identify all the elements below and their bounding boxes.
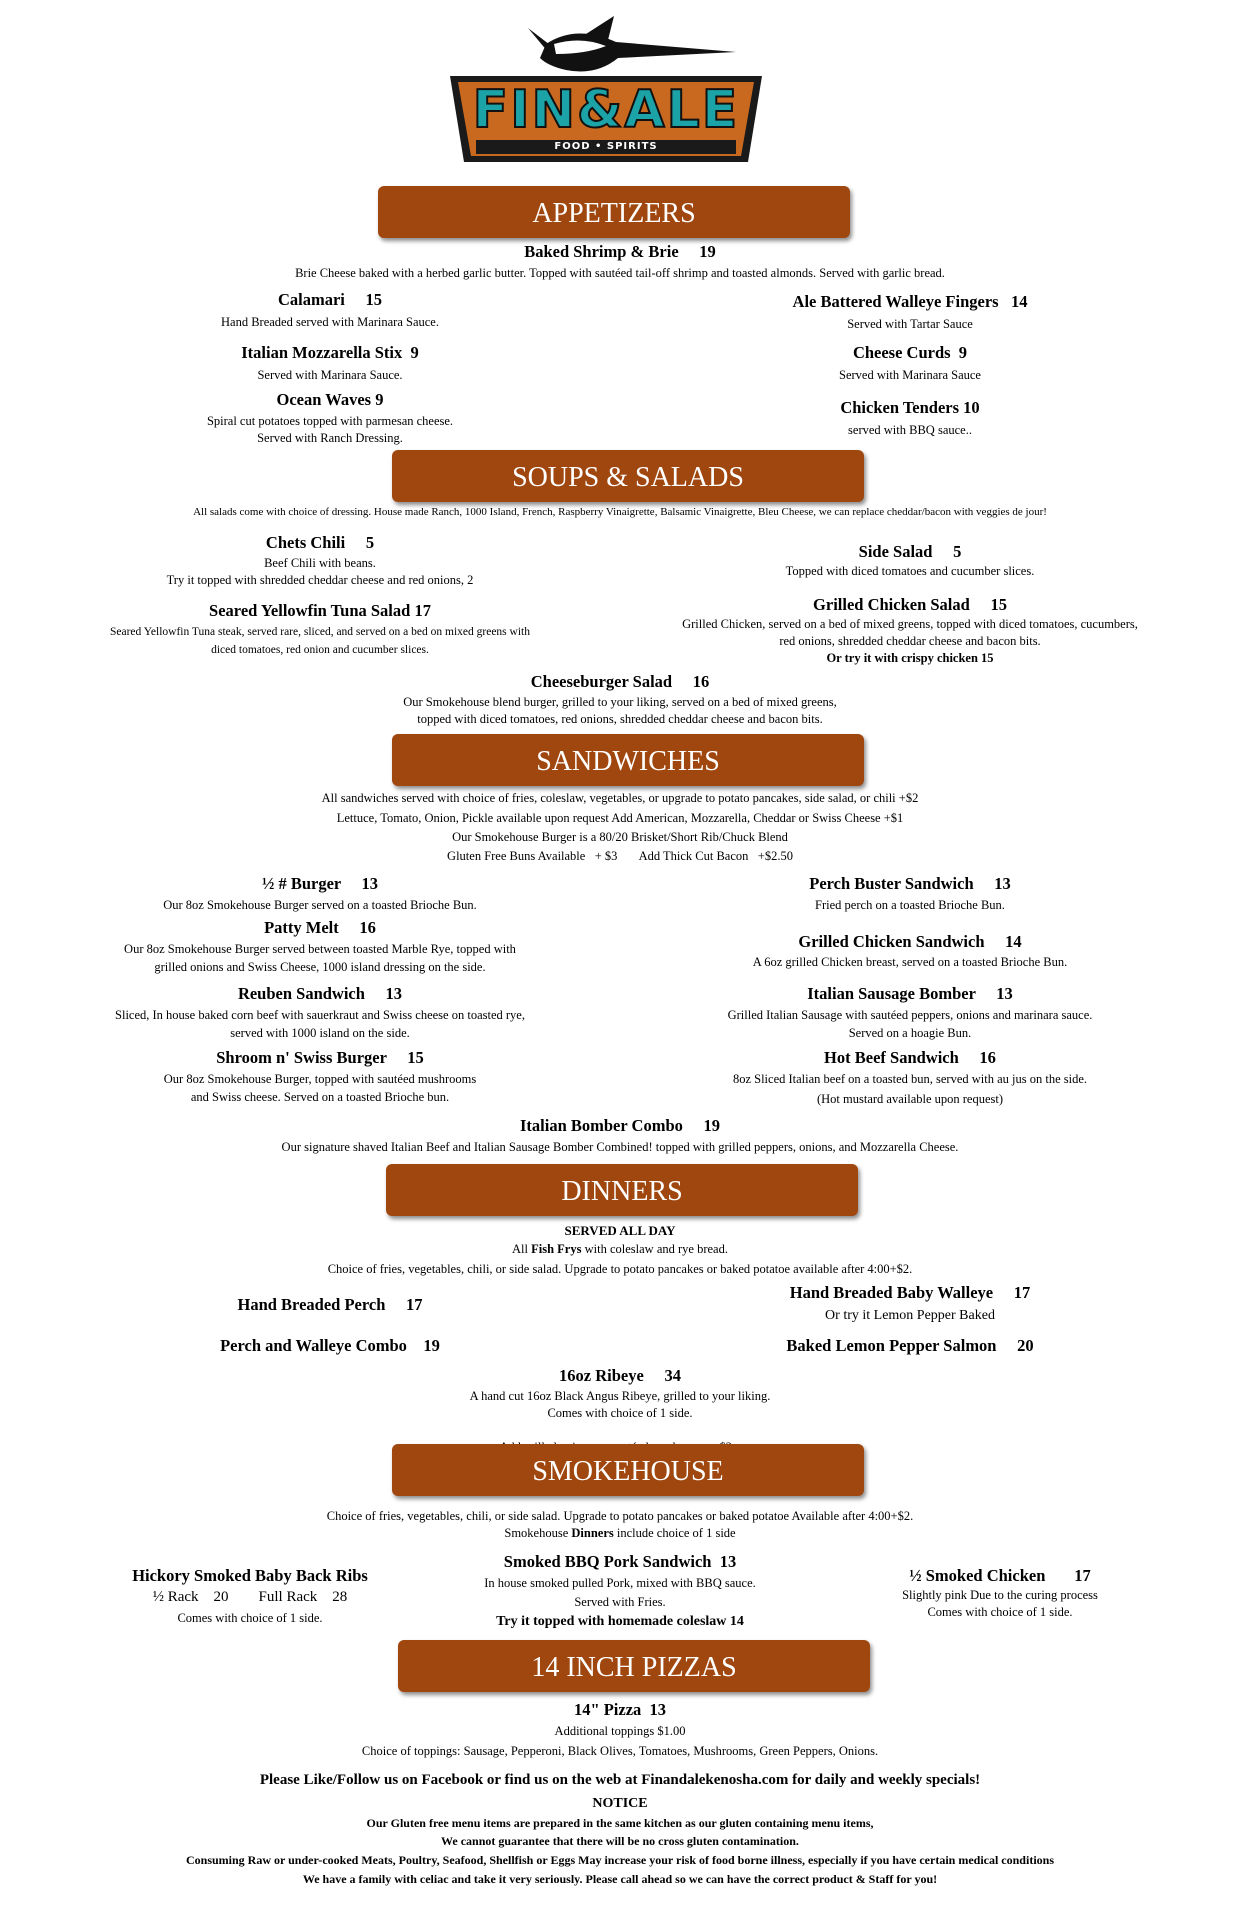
smokehouse-choice-note: Choice of fries, vegetables, chili, or side salad. Upgrade to potato pancakes or baked potatoe Available after 4:00+$2. [326,1509,914,1523]
item-italian-bomber-combo: Italian Bomber Combo 19 [520,1116,720,1135]
item-desc: In house smoked pulled Pork, mixed with BBQ sauce. [484,1576,756,1590]
item-desc: Slightly pink Due to the curing process [902,1588,1098,1602]
section-header-sandwiches: SANDWICHES [392,734,864,786]
item-desc: Or try it Lemon Pepper Baked [825,1308,995,1323]
pizza-toppings-price: Additional toppings $1.00 [554,1724,686,1738]
raw-food-warning: Consuming Raw or under-cooked Meats, Poultry, Seafood, Shellfish or Eggs May increase your risk of food borne illness, especially if you have certain medical conditions [185,1853,1054,1867]
item-calamari: Calamari 15 [277,290,383,309]
item-desc: Grilled Italian Sausage with sautéed peppers, onions and marinara sauce. [727,1008,1093,1022]
item-yellowfin-tuna-salad: Seared Yellowfin Tuna Salad 17 [209,601,431,620]
served-all-day: SERVED ALL DAY [564,1223,676,1238]
pizza-toppings: Choice of toppings: Sausage, Pepperoni, Black Olives, Tomatoes, Mushrooms, Green Peppers, Onions. [361,1744,879,1758]
logo [436,14,776,174]
item-desc: Topped with diced tomatoes and cucumber slices. [785,564,1035,578]
salad-dressing-note: All salads come with choice of dressing. House made Ranch, 1000 Island, French, Raspberry Vinaigrette, Balsamic Vinaigrette, Bleu Cheese, we can replace cheddar/bacon with veggies de jour! [193,506,1047,518]
item-walleye-fingers: Ale Battered Walleye Fingers 14 [792,292,1028,311]
item-desc: Our 8oz Smokehouse Burger served on a toasted Brioche Bun. [163,898,477,912]
item-desc: served with BBQ sauce.. [848,423,972,437]
item-desc: Grilled Chicken, served on a bed of mixed greens, topped with diced tomatoes, cucumbers, [682,617,1138,631]
item-chets-chili: Chets Chili 5 [265,533,375,552]
item-desc: Comes with choice of 1 side. [177,1611,323,1625]
item-chicken-tenders: Chicken Tenders 10 [840,398,980,417]
notice-heading: NOTICE [592,1796,648,1811]
sandwich-note: Lettuce, Tomato, Onion, Pickle available upon request Add American, Mozzarella, Cheddar or Swiss Cheese +$1 [336,811,904,825]
item-desc: Our 8oz Smokehouse Burger served between toasted Marble Rye, topped with [124,942,516,956]
item-desc: Our signature shaved Italian Beef and Italian Sausage Bomber Combined! topped with grilled peppers, onions, and Mozzarella Cheese. [281,1140,959,1154]
item-half-lb-burger: ½ # Burger 13 [261,874,379,893]
logo-name: FIN&ALE [472,80,740,140]
item-desc-coleslaw: Try it topped with homemade coleslaw 14 [496,1614,744,1629]
item-hand-breaded-perch: Hand Breaded Perch 17 [237,1295,423,1314]
item-side-salad: Side Salad 5 [858,542,962,561]
text-bold: Dinners [571,1526,614,1540]
item-desc: Seared Yellowfin Tuna steak, served rare, sliced, and served on a bed on mixed greens with [110,626,530,638]
item-desc: Served with Marinara Sauce. [257,368,403,382]
item-ocean-waves: Ocean Waves 9 [276,390,384,409]
item-price: ½ Rack 20 Full Rack 28 [152,1589,348,1605]
item-hot-beef-sandwich: Hot Beef Sandwich 16 [824,1048,996,1067]
item-desc: Served with Fries. [574,1595,666,1609]
item-cheese-curds: Cheese Curds 9 [852,343,968,362]
item-smoked-bbq-pork-sandwich: Smoked BBQ Pork Sandwich 13 [503,1552,737,1571]
item-baked-shrimp-brie: Baked Shrimp & Brie 19 [524,242,716,261]
section-header-appetizers: APPETIZERS [378,186,850,238]
item-desc: Served with Tartar Sauce [847,317,973,331]
item-desc: Served with Ranch Dressing. [257,431,403,445]
item-smoked-chicken: ½ Smoked Chicken 17 [909,1566,1091,1585]
item-desc: Fried perch on a toasted Brioche Bun. [815,898,1005,912]
item-italian-sausage-bomber: Italian Sausage Bomber 13 [807,984,1013,1003]
section-header-dinners: DINNERS [386,1164,858,1216]
section-header-soups-salads: SOUPS & SALADS [392,450,864,502]
item-desc: Our 8oz Smokehouse Burger, topped with sautéed mushrooms [163,1072,477,1086]
item-desc: 8oz Sliced Italian beef on a toasted bun, served with au jus on the side. [732,1072,1088,1086]
text: Smokehouse [504,1526,572,1540]
item-16oz-ribeye: 16oz Ribeye 34 [559,1366,681,1385]
item-grilled-chicken-salad: Grilled Chicken Salad 15 [813,595,1007,614]
item-desc: Try it topped with shredded cheddar cheese and red onions, 2 [166,573,474,587]
item-desc: Brie Cheese baked with a herbed garlic butter. Topped with sautéed tail-off shrimp and toasted almonds. Served with garlic bread. [295,266,945,280]
smokehouse-side-note [0,1525,1240,1542]
item-desc: Sliced, In house baked corn beef with sauerkraut and Swiss cheese on toasted rye, [115,1008,525,1022]
item-desc: A hand cut 16oz Black Angus Ribeye, grilled to your liking. [469,1389,771,1403]
item-desc-crispy: Or try it with crispy chicken 15 [826,651,994,665]
item-desc: Our Smokehouse blend burger, grilled to your liking, served on a bed of mixed greens, [403,695,837,709]
item-desc: and Swiss cheese. Served on a toasted Brioche bun. [190,1090,450,1104]
text: with coleslaw and rye bread. [581,1242,728,1256]
item-desc: red onions, shredded cheddar cheese and bacon bits. [779,634,1041,648]
item-desc: Comes with choice of 1 side. [927,1605,1073,1619]
item-hand-breaded-baby-walleye: Hand Breaded Baby Walleye 17 [789,1283,1031,1302]
sandwich-note: Our Smokehouse Burger is a 80/20 Brisket/Short Rib/Chuck Blend [452,830,788,844]
item-desc: Hand Breaded served with Marinara Sauce. [221,315,439,329]
item-desc: diced tomatoes, red onion and cucumber slices. [211,644,429,656]
dinner-choice-note: Choice of fries, vegetables, chili, or side salad. Upgrade to potato pancakes or baked potatoe available after 4:00+$2. [327,1262,913,1276]
item-desc: served with 1000 island on the side. [230,1026,410,1040]
item-14-inch-pizza: 14" Pizza 13 [573,1700,667,1719]
item-shroom-swiss-burger: Shroom n' Swiss Burger 15 [216,1048,424,1067]
item-desc: Comes with choice of 1 side. [547,1406,693,1420]
item-desc: Beef Chili with beans. [264,556,376,570]
gluten-notice: We cannot guarantee that there will be no cross gluten contamination. [441,1834,799,1848]
item-desc: Served on a hoagie Bun. [848,1026,972,1040]
fish-fry-note [0,1241,1240,1258]
item-cheeseburger-salad: Cheeseburger Salad 16 [530,672,710,691]
social-note: Please Like/Follow us on Facebook or find us on the web at Finandalekenosha.com for daily and weekly specials! [259,1772,981,1788]
item-desc: A 6oz grilled Chicken breast, served on a toasted Brioche Bun. [752,955,1068,969]
item-perch-walleye-combo: Perch and Walleye Combo 19 [220,1336,440,1355]
item-desc: Served with Marinara Sauce [839,368,981,382]
sandwich-note: Gluten Free Buns Available + $3 Add Thick Cut Bacon +$2.50 [447,849,793,863]
item-desc: topped with diced tomatoes, red onions, shredded cheddar cheese and bacon bits. [417,712,823,726]
item-patty-melt: Patty Melt 16 [264,918,376,937]
item-desc: (Hot mustard available upon request) [816,1092,1004,1106]
item-mozzarella-stix: Italian Mozzarella Stix 9 [241,343,419,362]
item-baked-lemon-pepper-salmon: Baked Lemon Pepper Salmon 20 [786,1336,1034,1355]
text: include choice of 1 side [613,1526,736,1540]
section-header-smokehouse: SMOKEHOUSE [392,1444,864,1496]
item-reuben-sandwich: Reuben Sandwich 13 [237,984,403,1003]
text-bold: Fish Frys [531,1242,582,1256]
text: All [512,1242,532,1256]
gluten-notice: Our Gluten free menu items are prepared in the same kitchen as our gluten containing menu items, [366,1816,874,1830]
section-header-pizzas: 14 INCH PIZZAS [398,1640,870,1692]
celiac-note: We have a family with celiac and take it very seriously. Please call ahead so we can have the correct product & Staff for you! [302,1872,938,1886]
item-perch-buster: Perch Buster Sandwich 13 [809,874,1011,893]
item-desc: Spiral cut potatoes topped with parmesan cheese. [206,414,454,428]
logo-tagline: FOOD • SPIRITS [554,141,658,152]
item-grilled-chicken-sandwich: Grilled Chicken Sandwich 14 [798,932,1022,951]
item-hickory-smoked-ribs: Hickory Smoked Baby Back Ribs [132,1566,368,1585]
sandwich-note: All sandwiches served with choice of fries, coleslaw, vegetables, or upgrade to potato pancakes, side salad, or chili +$2 [321,791,919,805]
item-desc: grilled onions and Swiss Cheese, 1000 island dressing on the side. [154,960,486,974]
